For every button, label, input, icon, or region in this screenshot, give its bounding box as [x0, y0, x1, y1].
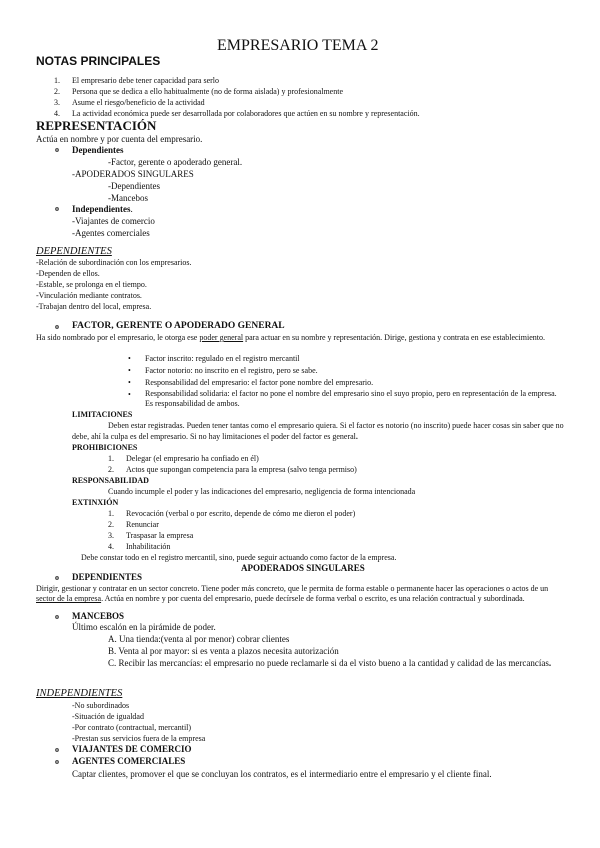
independientes-heading: INDEPENDIENTES [36, 688, 123, 699]
extincion-item-1: Revocación (verbal o por escrito, depende de cómo me dieron el poder) [126, 509, 356, 518]
page-title: EMPRESARIO TEMA 2 [217, 37, 379, 54]
prohibiciones-item-1: Delegar (el empresario ha confiado en él) [126, 454, 259, 463]
notas-item-1: El empresario debe tener capacidad para serlo [72, 76, 220, 85]
rep-independientes: Independientes. [72, 204, 133, 214]
independientes-line-1: -No subordinados [72, 701, 130, 710]
factor-bullet-2: Factor notorio: no inscrito en el registro, pero se sabe. [145, 366, 318, 375]
mancebos-item-b: B. Venta al por mayor: si es venta a plazos necesita autorización [108, 646, 339, 656]
notas-num-3: 3. [54, 98, 60, 107]
bullet-circle-icon: o [55, 145, 59, 154]
bullet-circle-icon: o [55, 757, 59, 766]
apoderados-paragraph: Dirigir, gestionar y contratar en un sector concreto. Tiene poder más concreto, que le permita de forma estable o permanente hacer las operaciones o actos de un sector de la empresa. Actúa en nombre y por cuenta del empresario, puede decírsele de forma verbal o escrito, es una relación contractual y subordinada. [36, 584, 549, 604]
extincion-note: Debe constar todo en el registro mercantil, sino, puede seguir actuando como factor de la empresa. [81, 553, 397, 562]
notas-num-4: 4. [54, 109, 60, 118]
notas-item-3: Asume el riesgo/beneficio de la actividad [72, 98, 205, 107]
responsabilidad-heading: RESPONSABILIDAD [72, 476, 149, 485]
rep-mancebos-sub: -Mancebos [108, 193, 148, 203]
prohibiciones-heading: PROHIBICIONES [72, 443, 138, 452]
rep-viajantes: -Viajantes de comercio [72, 216, 155, 226]
factor-bullet-1: Factor inscrito: regulado en el registro mercantil [145, 354, 300, 363]
notas-heading: NOTAS PRINCIPALES [36, 54, 161, 68]
rep-agentes: -Agentes comerciales [72, 228, 150, 238]
notas-item-2: Persona que se dedica a ello habitualmente (no de forma aislada) y profesionalmente [72, 87, 344, 96]
extincion-item-4: Inhabilitación [126, 542, 171, 551]
independientes-line-4: -Prestan sus servicios fuera de la empresa [72, 734, 206, 743]
bullet-circle-icon: o [55, 612, 59, 621]
mancebos-heading: MANCEBOS [72, 611, 125, 621]
bullet-circle-icon: o [55, 745, 59, 754]
extincion-heading: EXTINXIÓN [72, 498, 119, 507]
representacion-heading: REPRESENTACIÓN [36, 118, 157, 133]
extincion-num-3: 3. [108, 531, 114, 540]
dependientes-heading: DEPENDIENTES [36, 246, 112, 257]
prohibiciones-item-2: Actos que supongan competencia para la empresa (salvo tenga permiso) [126, 465, 357, 474]
dependientes-line-1: -Relación de subordinación con los empresarios. [36, 258, 192, 267]
bullet-circle-icon: o [55, 573, 59, 582]
apoderados-dependientes: DEPENDIENTES [72, 572, 143, 582]
mancebos-item-a: A. Una tienda:(venta al por menor) cobrar clientes [108, 634, 290, 644]
rep-dependientes: Dependientes [72, 145, 124, 155]
viajantes-heading: VIAJANTES DE COMERCIO [72, 744, 192, 754]
apoderados-heading: APODERADOS SINGULARES [241, 563, 365, 573]
independientes-line-3: -Por contrato (contractual, mercantil) [72, 723, 192, 732]
prohibiciones-num-2: 2. [108, 465, 114, 474]
extincion-num-2: 2. [108, 520, 114, 529]
dependientes-line-5: -Trabajan dentro del local, empresa. [36, 302, 152, 311]
dependientes-line-4: -Vinculación mediante contratos. [36, 291, 142, 300]
agentes-heading: AGENTES COMERCIALES [72, 756, 186, 766]
mancebos-item-c: C. Recibir las mercancías: el empresario no puede reclamarle si da el visto bueno a la cantidad y calidad de las mercancías. [108, 658, 552, 668]
dependientes-line-3: -Estable, se prolonga en el tiempo. [36, 280, 147, 289]
rep-factor: -Factor, gerente o apoderado general. [108, 157, 243, 167]
limitaciones-heading: LIMITACIONES [72, 410, 133, 419]
representacion-intro: Actúa en nombre y por cuenta del empresario. [36, 134, 203, 144]
extincion-num-1: 1. [108, 509, 114, 518]
bullet-dot-icon: • [128, 390, 131, 399]
factor-heading: FACTOR, GERENTE O APODERADO GENERAL [72, 321, 285, 331]
limitaciones-text: Deben estar registradas. Pueden tener tantas como el empresario quiera. Si el factor es notorio (no inscrito) puede hacer cosas sin saber que no debe, ahí la culpa es del empresario. Si no hay limitaciones el poder del factor es general. [72, 421, 564, 441]
bullet-dot-icon: • [128, 378, 131, 387]
factor-paragraph: Ha sido nombrado por el empresario, le otorga ese poder general para actuar en su nombre y representación. Dirige, gestiona y contrata en ese establecimiento. [36, 333, 545, 342]
factor-bullet-3: Responsabilidad del empresario: el factor pone nombre del empresario. [145, 378, 374, 387]
notas-num-2: 2. [54, 87, 60, 96]
notas-num-1: 1. [54, 76, 60, 85]
rep-apoderados: -APODERADOS SINGULARES [72, 169, 194, 179]
bullet-dot-icon: • [128, 366, 131, 375]
extincion-item-3: Traspasar la empresa [126, 531, 194, 540]
agentes-text: Captar clientes, promover el que se concluyan los contratos, es el intermediario entre el empresario y el cliente final. [72, 769, 492, 779]
bullet-circle-icon: o [55, 322, 59, 331]
independientes-line-2: -Situación de igualdad [72, 712, 144, 721]
mancebos-intro: Último escalón en la pirámide de poder. [72, 622, 216, 632]
factor-bullet-4: Responsabilidad solidaria: el factor no pone el nombre del empresario sino el suyo propio, pero en representación de la empresa. Es responsabilidad de ambos. [145, 389, 557, 408]
bullet-dot-icon: • [128, 354, 131, 363]
extincion-item-2: Renunciar [126, 520, 159, 529]
responsabilidad-text: Cuando incumple el poder y las indicaciones del empresario, negligencia de forma intencionada [108, 487, 416, 496]
dependientes-line-2: -Dependen de ellos. [36, 269, 100, 278]
rep-dep-sub: -Dependientes [108, 181, 160, 191]
notas-item-4: La actividad económica puede ser desarrollada por colaboradores que actúen en su nombre y representación. [72, 109, 420, 118]
bullet-circle-icon: o [55, 204, 59, 213]
extincion-num-4: 4. [108, 542, 114, 551]
prohibiciones-num-1: 1. [108, 454, 114, 463]
